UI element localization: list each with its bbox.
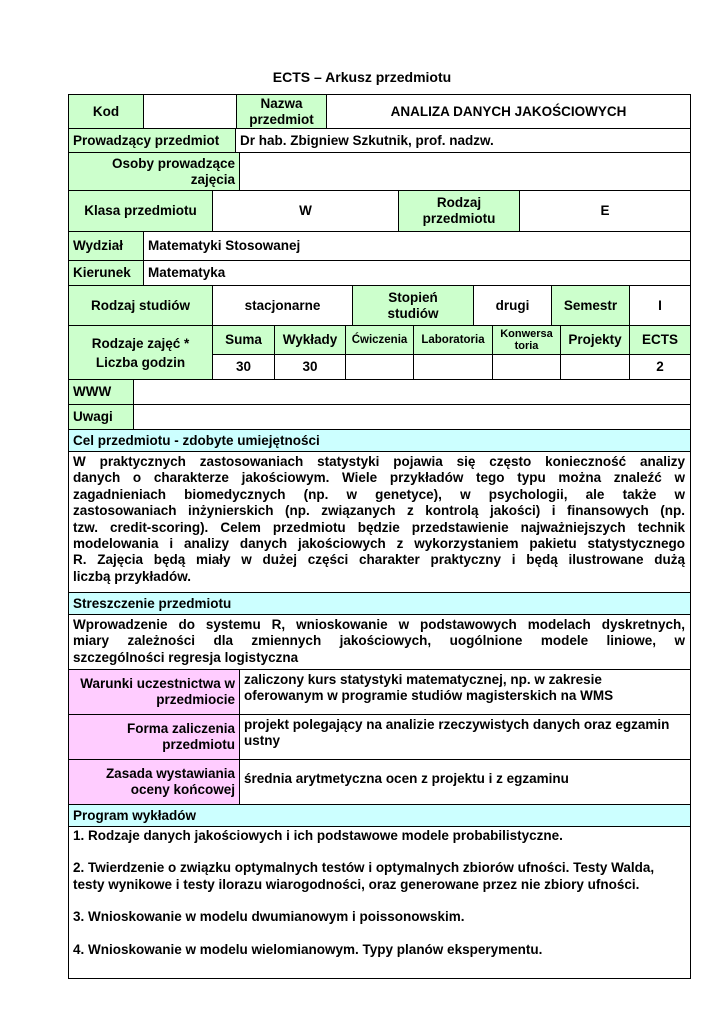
osoby-value: [239, 152, 691, 191]
wyklady-value: 30: [274, 354, 346, 380]
warunki-label: Warunki uczestnictwa w przedmiocie: [68, 669, 240, 715]
semestr-label: Semestr: [551, 285, 630, 326]
semestr-value: I: [629, 285, 691, 326]
cel-header: Cel przedmiotu - zdobyte umiejętności: [68, 429, 691, 452]
cel-line: zagadnieniach biomedycznych (np. w genetyce), w psychologii, ale także w: [73, 486, 685, 502]
konwersatoria-header: Konwersa toria: [492, 325, 561, 355]
program-item: 3. Wnioskowanie w modelu dwumianowym i poissonowskim.: [73, 909, 465, 925]
rodzaj-przedmiotu-value: E: [519, 190, 691, 232]
cel-line: W praktycznych zastosowaniach statystyki pojawia się często konieczność analizy: [73, 454, 685, 469]
streszczenie-line: Wprowadzenie do systemu R, wnioskowanie w podstawowych modelach dyskretnych,: [73, 617, 685, 632]
www-label: WWW: [68, 379, 134, 405]
streszczenie-header: Streszczenie przedmiotu: [68, 592, 691, 615]
program-item: 2. Twierdzenie o związku optymalnych testów i optymalnych zbiorów ufności. Testy Walda, testy wynikowe i testy ilorazu wiarogodności, oraz generowane przez nie zbiory ufności.: [73, 860, 655, 892]
wydzial-value: Matematyki Stosowanej: [143, 231, 691, 261]
uwagi-value: [133, 404, 691, 430]
cwiczenia-value: [345, 354, 414, 380]
cel-line: liczbą przykładów.: [73, 568, 192, 584]
kod-label: Kod: [68, 94, 144, 129]
kierunek-value: Matematyka: [143, 260, 691, 286]
rodzaj-przedmiotu-label: Rodzaj przedmiotu: [398, 190, 520, 232]
zasada-value: średnia arytmetyczna ocen z projektu i z egzaminu: [239, 759, 691, 805]
wydzial-label: Wydział: [68, 231, 144, 261]
nazwa-label: Nazwa przedmiot: [236, 94, 327, 129]
cel-line: modelowania i analizy danych jakościowych z wykorzystaniem pakietu statystycznego: [73, 536, 685, 552]
program-list: [68, 826, 691, 979]
uwagi-label: Uwagi: [68, 404, 134, 430]
stopien-value: drugi: [473, 285, 552, 326]
cel-text: [68, 451, 691, 593]
prowadzacy-label: Prowadzący przedmiot: [68, 128, 236, 153]
wyklady-header: Wykłady: [274, 325, 346, 355]
kod-value: [143, 94, 237, 129]
ects-header: ECTS: [629, 325, 691, 355]
program-item: 1. Rodzaje danych jakościowych i ich podstawowe modele probabilistyczne.: [73, 828, 563, 843]
klasa-label: Klasa przedmiotu: [68, 190, 213, 232]
rodzaje-zajec-label: Rodzaje zajęć * Liczba godzin: [68, 325, 213, 380]
laboratoria-value: [413, 354, 493, 380]
stopien-label: Stopień studiów: [352, 285, 474, 326]
kierunek-label: Kierunek: [68, 260, 144, 286]
streszczenie-text: [68, 614, 691, 670]
program-item: 4. Wnioskowanie w modelu wielomianowym. Typy planów eksperymentu.: [73, 941, 543, 957]
projekty-value: [560, 354, 630, 380]
zasada-label: Zasada wystawiania oceny końcowej: [68, 759, 240, 805]
streszczenie-line: szczególności regresja logistyczna: [73, 649, 299, 665]
program-header: Program wykładów: [68, 804, 691, 827]
suma-header: Suma: [212, 325, 275, 355]
rodzaj-studiow-value: stacjonarne: [212, 285, 353, 326]
rodzaj-studiow-label: Rodzaj studiów: [68, 285, 213, 326]
streszczenie-line: miary zależności dla zmiennych jakościowych, uogólnione modele liniowe, w: [73, 633, 685, 649]
cel-line: zastosowaniach inżynierskich (np. związanych z kontrolą jakości) i finansowych (np.: [73, 503, 685, 519]
forma-label: Forma zaliczenia przedmiotu: [68, 714, 240, 760]
nazwa-value: ANALIZA DANYCH JAKOŚCIOWYCH: [326, 94, 691, 129]
warunki-value: zaliczony kurs statystyki matematycznej, np. w zakresie oferowanym w programie studiów magisterskich na WMS: [239, 669, 691, 715]
ects-value: 2: [629, 354, 691, 380]
osoby-label: Osoby prowadzące zajęcia: [68, 152, 240, 191]
konwersatoria-value: [492, 354, 561, 380]
projekty-header: Projekty: [560, 325, 630, 355]
document-title: ECTS – Arkusz przedmiotu: [272, 69, 452, 85]
cel-line: tzw. credit-scoring). Celem przedmiotu będzie przedstawienie najważniejszych technik: [73, 519, 685, 535]
cwiczenia-header: Ćwiczenia: [345, 325, 414, 355]
www-value: [133, 379, 691, 405]
klasa-value: W: [212, 190, 399, 232]
cel-line: danych o charakterze jakościowym. Wiele przykładów tego typu można znaleźć w: [73, 470, 685, 486]
suma-value: 30: [212, 354, 275, 380]
cel-line: R. Zajęcia będą miały w dużej części charakter praktyczny i będą ilustrowane dużą: [73, 552, 685, 568]
laboratoria-header: Laboratoria: [413, 325, 493, 355]
prowadzacy-value: Dr hab. Zbigniew Szkutnik, prof. nadzw.: [235, 128, 691, 153]
forma-value: projekt polegający na analizie rzeczywistych danych oraz egzamin ustny: [239, 714, 691, 760]
